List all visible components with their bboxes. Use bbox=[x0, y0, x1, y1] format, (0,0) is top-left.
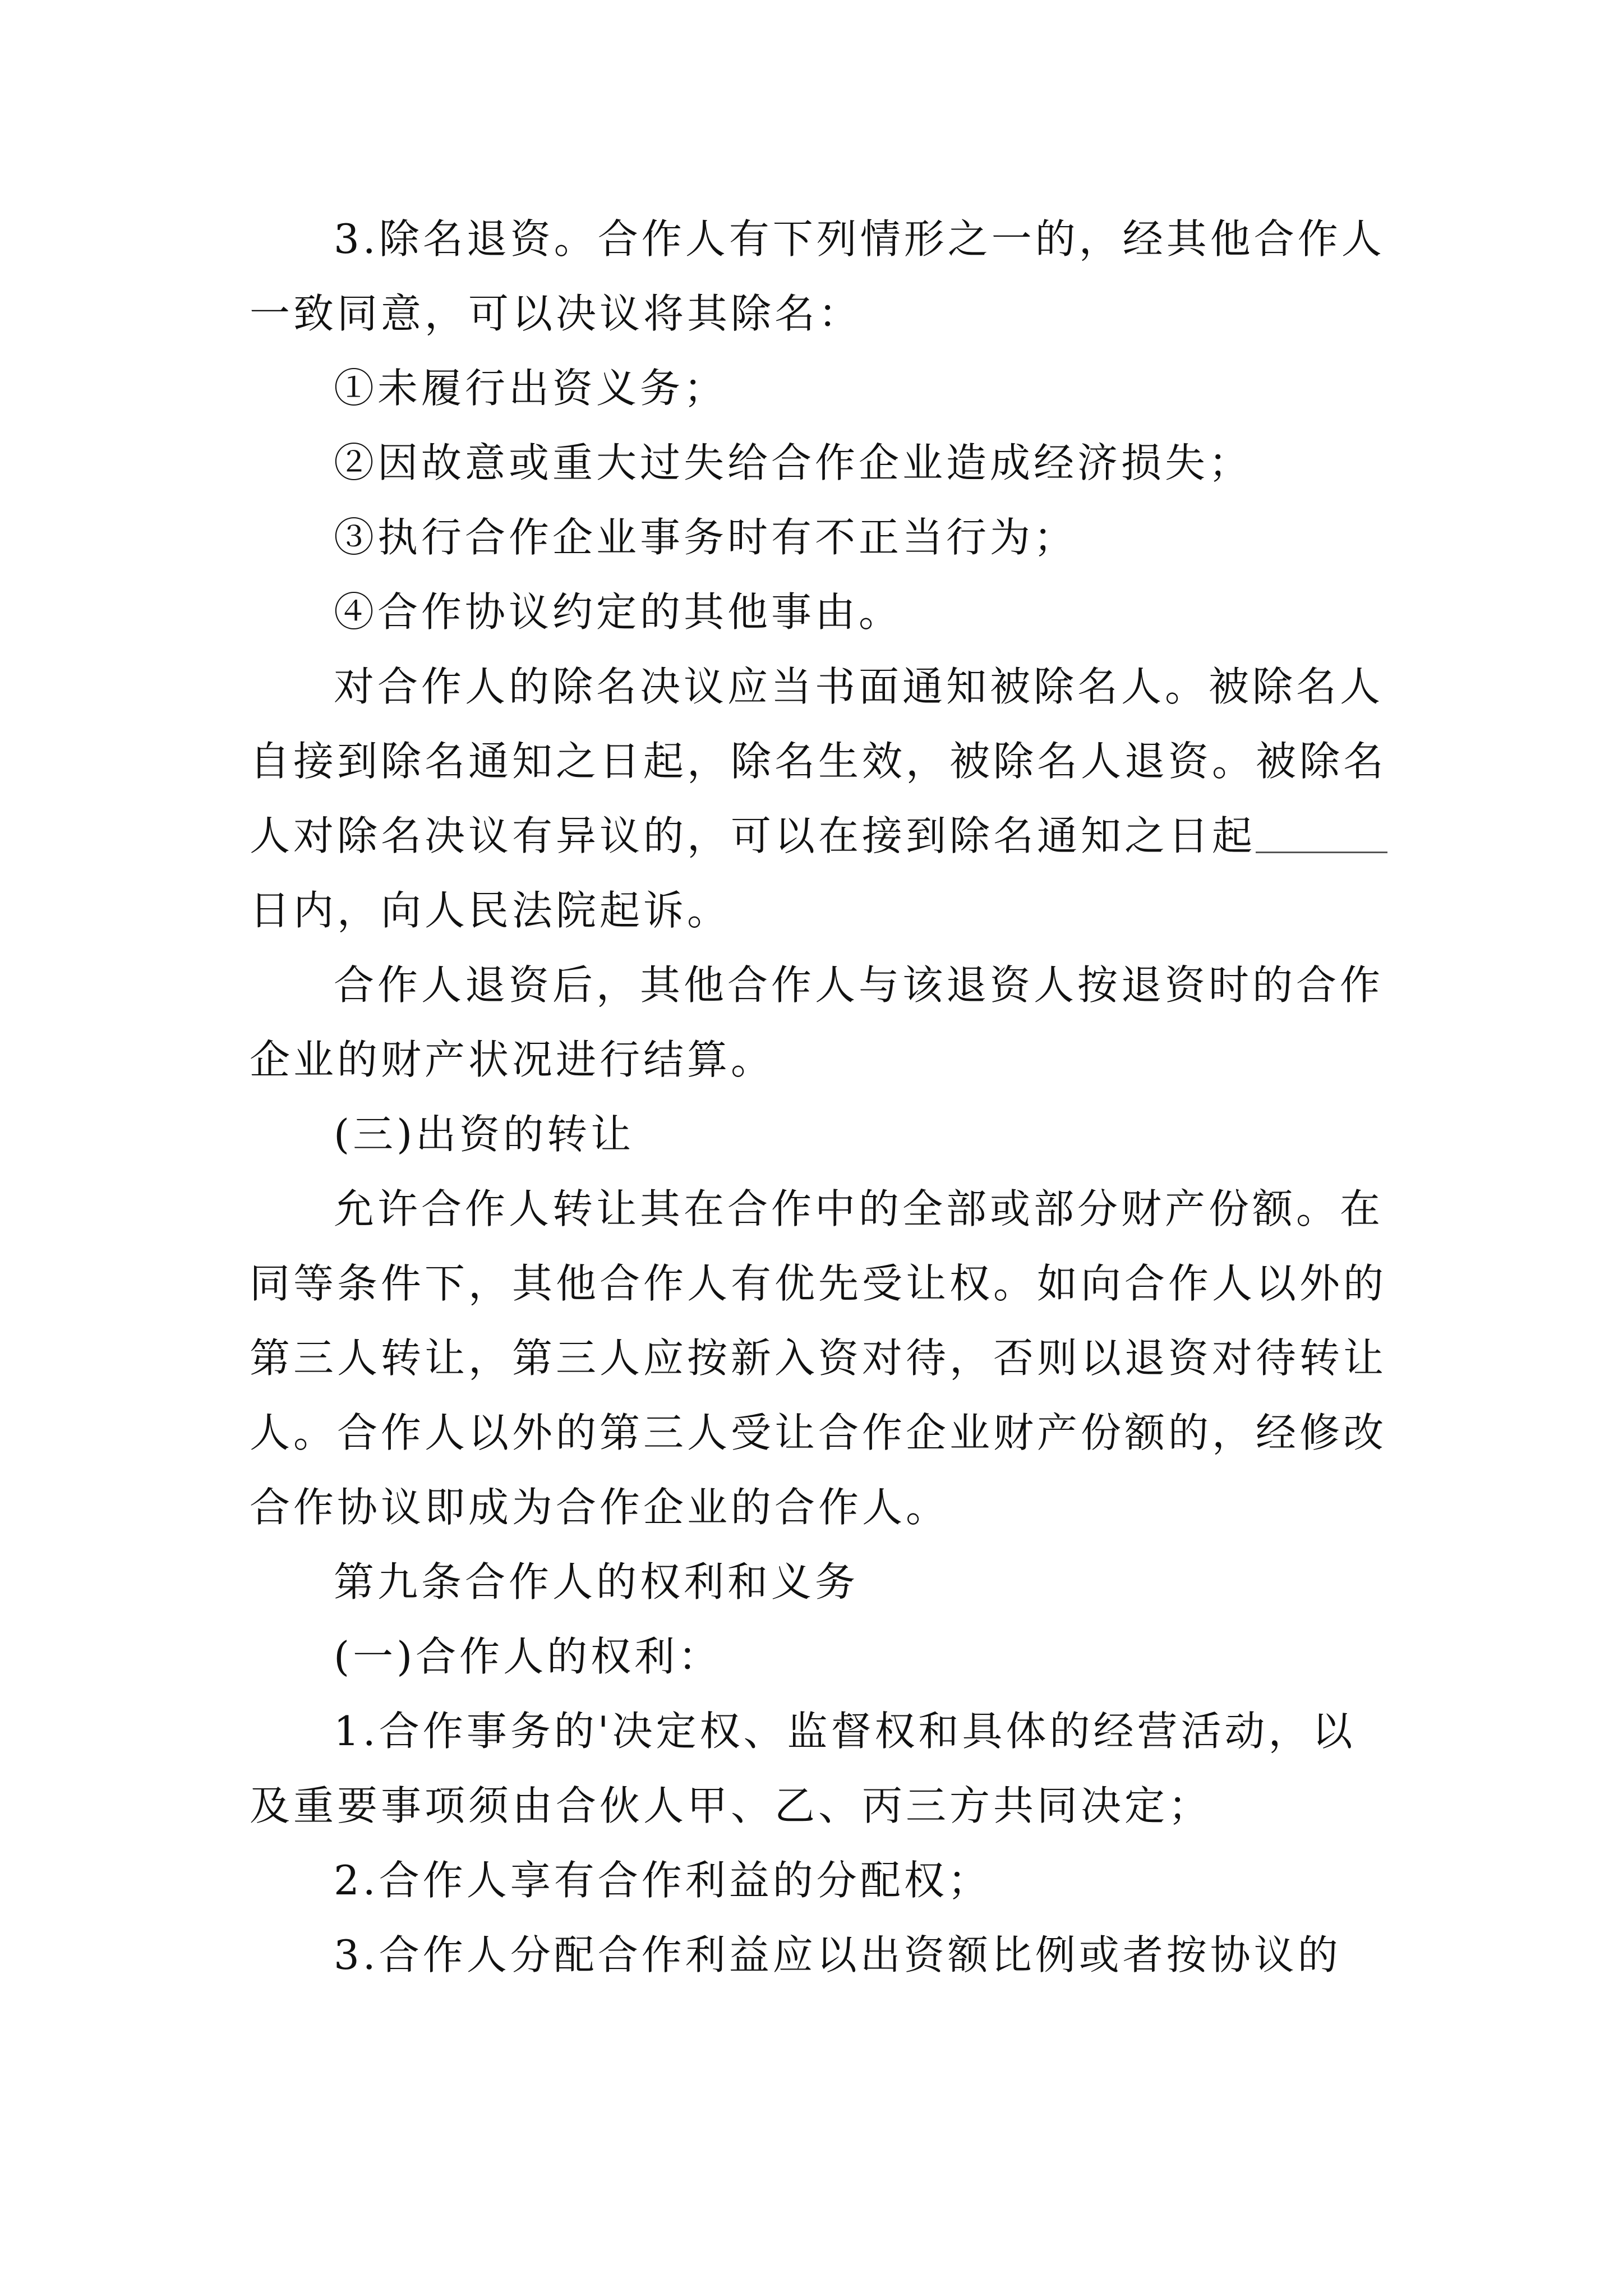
section-heading: (三)出资的转让 bbox=[334, 1111, 635, 1158]
paragraph-line: 自接到除名通知之日起，除名生效，被除名人退资。被除名 bbox=[250, 738, 1387, 785]
fill-in-blank bbox=[1256, 818, 1387, 853]
paragraph-line: 同等条件下，其他合作人有优先受让权。如向合作人以外的 bbox=[250, 1260, 1387, 1307]
paragraph-line: 3.合作人分配合作利益应以出资额比例或者按协议的 bbox=[334, 1931, 1341, 1978]
list-item: ①未履行出资义务； bbox=[334, 365, 728, 412]
section-heading: (一)合作人的权利： bbox=[334, 1633, 722, 1680]
paragraph-line: 3.除名退资。合作人有下列情形之一的，经其他合作人 bbox=[334, 215, 1385, 263]
article-heading: 第九条合作人的权利和义务 bbox=[334, 1558, 859, 1605]
paragraph-line: 企业的财产状况进行结算。 bbox=[250, 1036, 775, 1083]
paragraph-line: 一致同意，可以决议将其除名： bbox=[250, 290, 863, 337]
paragraph-line: 对合作人的除名决议应当书面通知被除名人。被除名人 bbox=[334, 663, 1384, 710]
paragraph-line: 2.合作人享有合作利益的分配权； bbox=[334, 1857, 992, 1904]
paragraph-line: 1.合作事务的'决定权、监督权和具体的经营活动，以 bbox=[334, 1708, 1356, 1755]
list-item: ③执行合作企业事务时有不正当行为； bbox=[334, 514, 1078, 561]
paragraph-text: 人对除名决议有异议的，可以在接到除名通知之日起 bbox=[250, 812, 1256, 859]
list-item: ②因故意或重大过失给合作企业造成经济损失； bbox=[334, 439, 1253, 486]
paragraph-line: 及重要事项须由合伙人甲、乙、丙三方共同决定； bbox=[250, 1782, 1212, 1829]
paragraph-line: 人。合作人以外的第三人受让合作企业财产份额的，经修改 bbox=[250, 1409, 1387, 1456]
document-page bbox=[250, 202, 1391, 1993]
paragraph-line-with-blank bbox=[250, 799, 1391, 873]
paragraph-line: 第三人转让，第三人应按新入资对待，否则以退资对待转让 bbox=[250, 1335, 1387, 1382]
paragraph-line: 日内，向人民法院起诉。 bbox=[250, 887, 731, 934]
paragraph-line: 合作人退资后，其他合作人与该退资人按退资时的合作 bbox=[334, 961, 1384, 1009]
paragraph-line: 合作协议即成为合作企业的合作人。 bbox=[250, 1484, 950, 1531]
list-item: ④合作协议约定的其他事由。 bbox=[334, 588, 903, 636]
paragraph-line: 允许合作人转让其在合作中的全部或部分财产份额。在 bbox=[334, 1185, 1384, 1232]
